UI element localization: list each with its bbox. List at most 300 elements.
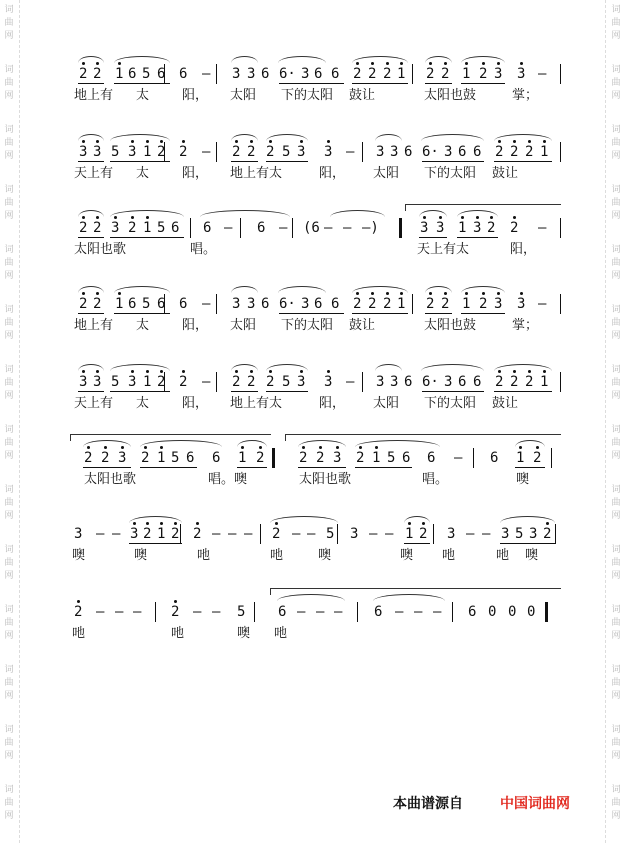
note: 3 — [111, 220, 120, 236]
lyric: 天上有 — [74, 166, 114, 181]
beam-underline — [355, 467, 412, 468]
octave-dot — [182, 140, 185, 143]
watermark-char: 网 — [4, 31, 14, 41]
note: – — [346, 374, 355, 390]
watermark-char: 词 — [611, 485, 621, 495]
beam-underline — [494, 391, 552, 392]
beam-underline — [110, 391, 170, 392]
slur-arc — [425, 56, 452, 63]
slur-arc — [461, 286, 505, 293]
note: – — [385, 526, 394, 542]
note: 2 — [510, 374, 519, 390]
note: 2 — [353, 296, 362, 312]
note: 2 — [368, 296, 377, 312]
bar-line — [164, 372, 165, 392]
lyric: 吔 — [171, 626, 185, 641]
note: 6 — [157, 66, 166, 82]
bar-line — [399, 218, 402, 238]
beam-underline — [78, 83, 104, 84]
lyric: 阳， — [182, 88, 209, 103]
bar-line — [362, 372, 363, 392]
bar-line — [560, 64, 561, 84]
slur-arc — [110, 210, 184, 217]
note: 2 — [299, 450, 308, 466]
beam-underline — [114, 313, 170, 314]
slur-arc — [404, 516, 430, 523]
note: 0 — [488, 604, 497, 620]
note: 2 — [256, 450, 265, 466]
note-row — [0, 218, 625, 240]
lyric: 鼓让 — [349, 88, 376, 103]
lyric: 掌； — [512, 318, 539, 333]
watermark-char: 词 — [611, 725, 621, 735]
note: 6 — [179, 296, 188, 312]
lyric: 阳， — [510, 242, 537, 257]
watermark-char: 词 — [611, 425, 621, 435]
bar-line — [240, 218, 241, 238]
slur-arc — [421, 134, 484, 141]
lyric: 地上有 — [74, 318, 114, 333]
note: – — [292, 526, 301, 542]
note: 3 — [118, 450, 127, 466]
lyric: 噢 — [525, 548, 539, 563]
lyric: 吔 — [442, 548, 456, 563]
watermark-char: 网 — [4, 391, 14, 401]
note: 2 — [128, 220, 137, 236]
beam-underline — [279, 313, 344, 314]
watermark-char: 词 — [4, 785, 14, 795]
note: 2 — [356, 450, 365, 466]
note: – — [212, 526, 221, 542]
note: 3 — [128, 144, 137, 160]
lyric: 噢 — [400, 548, 414, 563]
watermark-char: 曲 — [4, 558, 14, 568]
watermark-char: 曲 — [4, 798, 14, 808]
watermark-char: 网 — [4, 271, 14, 281]
note: 3 — [128, 374, 137, 390]
watermark-char: 词 — [611, 65, 621, 75]
slur-arc — [278, 286, 326, 293]
watermark-char: 词 — [611, 785, 621, 795]
octave-dot — [513, 216, 516, 219]
slur-arc — [237, 440, 267, 447]
note: – — [369, 526, 378, 542]
lyric: 下的太阳 — [281, 88, 334, 103]
bar-line — [545, 602, 548, 622]
lyric-row — [0, 164, 625, 184]
watermark-char: 曲 — [611, 678, 621, 688]
bar-line — [560, 218, 561, 238]
note: 5 — [282, 144, 291, 160]
note: 6 — [171, 220, 180, 236]
slur-arc — [110, 364, 170, 371]
note: 3 — [390, 144, 399, 160]
watermark-char: 网 — [4, 511, 14, 521]
note: 6 — [257, 220, 266, 236]
note: 6 — [331, 296, 340, 312]
note: 6 — [427, 450, 436, 466]
lyric: 阳， — [319, 396, 346, 411]
note: 2 — [510, 144, 519, 160]
note: – — [324, 220, 333, 236]
lyric: 下的太阳 — [424, 166, 477, 181]
note: 2 — [441, 296, 450, 312]
watermark-char: 曲 — [611, 798, 621, 808]
beam-underline — [237, 467, 267, 468]
note: 1 — [157, 526, 166, 542]
note: 2 — [383, 296, 392, 312]
note: – — [297, 604, 306, 620]
slur-arc — [266, 364, 308, 371]
note: 3 — [517, 66, 526, 82]
note: 6 — [473, 374, 482, 390]
lyric: 太阳 — [373, 166, 400, 181]
watermark-char: 曲 — [611, 498, 621, 508]
slur-arc — [231, 134, 258, 141]
slur-arc — [266, 134, 308, 141]
note-row — [0, 294, 625, 316]
watermark-char: 曲 — [4, 318, 14, 328]
note: 2 — [84, 450, 93, 466]
octave-dot — [327, 140, 330, 143]
slur-arc — [278, 56, 326, 63]
note: – — [228, 526, 237, 542]
bar-line — [433, 524, 434, 544]
note: – — [334, 604, 343, 620]
note: 2 — [79, 66, 88, 82]
slur-arc — [277, 594, 345, 601]
watermark-char: 曲 — [4, 258, 14, 268]
watermark-char: 网 — [4, 211, 14, 221]
beam-underline — [500, 543, 555, 544]
watermark-char: 曲 — [4, 438, 14, 448]
watermark-char: 曲 — [611, 738, 621, 748]
lyric: 太 — [136, 396, 150, 411]
slur-arc — [129, 516, 182, 523]
note: 2 — [479, 66, 488, 82]
octave-dot — [77, 600, 80, 603]
bar-line — [292, 218, 293, 238]
beam-underline — [494, 161, 552, 162]
watermark-char: 网 — [611, 91, 621, 101]
note: 6 — [374, 604, 383, 620]
lyric: 吔 — [72, 626, 86, 641]
slur-arc — [78, 210, 104, 217]
note: 2 — [383, 66, 392, 82]
bar-line — [254, 602, 255, 622]
slur-arc — [231, 56, 258, 63]
watermark-char: 网 — [611, 331, 621, 341]
note: – — [202, 144, 211, 160]
lyric: 太阳 — [230, 88, 257, 103]
watermark-char: 网 — [4, 691, 14, 701]
note: 5 — [387, 450, 396, 466]
watermark-char: 曲 — [611, 378, 621, 388]
lyric: 噢 — [318, 548, 332, 563]
watermark-char: 词 — [611, 365, 621, 375]
note: 1 — [238, 450, 247, 466]
lyric: 太阳也歌 — [299, 472, 352, 487]
slur-arc — [515, 440, 545, 447]
watermark-char: 网 — [611, 631, 621, 641]
note: 3 — [517, 296, 526, 312]
note: 2 — [232, 144, 241, 160]
watermark-char: 词 — [4, 485, 14, 495]
note: 2 — [93, 66, 102, 82]
lyric: 阳， — [182, 396, 209, 411]
note: 6 — [404, 144, 413, 160]
slur-arc — [231, 364, 258, 371]
note: 5 — [142, 296, 151, 312]
note: – — [112, 526, 121, 542]
note: 1 — [462, 296, 471, 312]
note: 3 — [333, 450, 342, 466]
note-row — [0, 602, 625, 624]
note-row — [0, 448, 625, 470]
watermark-char: 曲 — [611, 138, 621, 148]
watermark-char: 曲 — [611, 438, 621, 448]
lyric: 噢 — [516, 472, 530, 487]
note: 1 — [157, 450, 166, 466]
beam-underline — [266, 161, 308, 162]
note: 3 — [444, 144, 453, 160]
note: 2 — [232, 374, 241, 390]
volta-bracket — [70, 434, 271, 441]
note: – — [538, 220, 547, 236]
note: – — [212, 604, 221, 620]
beam-underline — [231, 161, 258, 162]
watermark-char: 词 — [4, 725, 14, 735]
note: 6 — [331, 66, 340, 82]
octave-dot — [174, 600, 177, 603]
note: 6· — [422, 144, 439, 160]
watermark-char: 曲 — [611, 558, 621, 568]
note: – — [96, 526, 105, 542]
note: 3 — [93, 374, 102, 390]
site-name-link[interactable]: 中国词曲网 — [500, 796, 570, 812]
note: 2 — [525, 144, 534, 160]
note: 3 — [447, 526, 456, 542]
note: – — [414, 604, 423, 620]
watermark-char: 词 — [4, 185, 14, 195]
beam-underline — [461, 83, 505, 84]
lyric: 阳， — [319, 166, 346, 181]
note: 2 — [179, 144, 188, 160]
lyric: 太阳也鼓 — [424, 318, 477, 333]
note: 2 — [272, 526, 281, 542]
lyric: 鼓让 — [349, 318, 376, 333]
watermark-char: 网 — [611, 151, 621, 161]
lyric-row — [0, 394, 625, 414]
note: 1 — [143, 374, 152, 390]
note: 2 — [157, 374, 166, 390]
lyric-row — [0, 316, 625, 336]
note: 2 — [93, 220, 102, 236]
note: –) — [362, 220, 379, 236]
bar-line — [216, 294, 217, 314]
watermark-char: 网 — [4, 751, 14, 761]
slur-arc — [352, 286, 408, 293]
note: 6 — [212, 450, 221, 466]
bar-line — [190, 218, 191, 238]
note-row — [0, 372, 625, 394]
note: 2 — [171, 526, 180, 542]
note: 5 — [237, 604, 246, 620]
lyric: 阳， — [182, 318, 209, 333]
note: 6 — [203, 220, 212, 236]
note: 2 — [79, 296, 88, 312]
watermark-char: 网 — [611, 751, 621, 761]
beam-underline — [515, 467, 545, 468]
watermark-char: 词 — [4, 305, 14, 315]
watermark-char: 网 — [611, 811, 621, 821]
bar-line — [180, 524, 181, 544]
score-line — [0, 142, 625, 212]
watermark-char: 网 — [611, 691, 621, 701]
note: – — [96, 604, 105, 620]
note: 3 — [324, 374, 333, 390]
lyric-row — [0, 240, 625, 260]
lyric: 太阳也歌 — [74, 242, 127, 257]
slur-arc — [200, 210, 290, 217]
score-line — [0, 602, 625, 672]
note: 5 — [171, 450, 180, 466]
note: – — [202, 66, 211, 82]
watermark-char: 网 — [611, 271, 621, 281]
note: 6 — [157, 296, 166, 312]
lyric: 下的太阳 — [424, 396, 477, 411]
bar-line — [260, 524, 261, 544]
beam-underline — [78, 161, 104, 162]
lyric: 唱。 — [422, 472, 449, 487]
note: 3 — [529, 526, 538, 542]
note: 2 — [533, 450, 542, 466]
volta-bracket — [270, 588, 561, 595]
note-row — [0, 524, 625, 546]
lyric: 太阳 — [230, 318, 257, 333]
watermark-char: 曲 — [4, 138, 14, 148]
beam-underline — [110, 237, 184, 238]
lyric: 吔 — [270, 548, 284, 563]
slur-arc — [298, 440, 346, 447]
octave-dot — [327, 370, 330, 373]
slur-arc — [355, 440, 440, 447]
bar-line — [272, 448, 275, 468]
note: 6 — [458, 374, 467, 390]
score-line — [0, 524, 625, 594]
lyric: 天上有 — [74, 396, 114, 411]
slur-arc — [110, 134, 170, 141]
watermark-char: 词 — [4, 5, 14, 15]
watermark-char: 曲 — [611, 18, 621, 28]
beam-underline — [231, 391, 258, 392]
lyric: 噢 — [72, 548, 86, 563]
watermark-char: 曲 — [611, 198, 621, 208]
beam-underline — [110, 161, 170, 162]
note: 3 — [93, 144, 102, 160]
note: 6 — [128, 296, 137, 312]
beam-underline — [422, 391, 484, 392]
slur-arc — [373, 594, 445, 601]
beam-underline — [352, 83, 408, 84]
watermark-char: 网 — [611, 31, 621, 41]
watermark-char: 网 — [4, 451, 14, 461]
score-line — [0, 218, 625, 288]
note: 2 — [141, 450, 150, 466]
note: 3 — [376, 144, 385, 160]
note: 6 — [128, 66, 137, 82]
beam-underline — [404, 543, 430, 544]
note: 2 — [247, 374, 256, 390]
note: 3 — [376, 374, 385, 390]
note: 1 — [397, 296, 406, 312]
note: 3 — [232, 296, 241, 312]
note: 2 — [157, 144, 166, 160]
slur-arc — [461, 56, 505, 63]
note: – — [346, 144, 355, 160]
slur-arc — [425, 286, 452, 293]
source-label: 本曲谱源自 — [393, 796, 463, 812]
note: 2 — [479, 296, 488, 312]
note: 6 — [278, 604, 287, 620]
bar-line — [555, 524, 556, 544]
lyric: 太 — [136, 318, 150, 333]
note: 2 — [419, 526, 428, 542]
slur-arc — [457, 210, 498, 217]
note: 2 — [143, 526, 152, 542]
lyric: 吔 — [496, 548, 510, 563]
note: 5 — [326, 526, 335, 542]
bar-line — [560, 372, 561, 392]
note: 6 — [186, 450, 195, 466]
note: 6 — [490, 450, 499, 466]
note: 1 — [397, 66, 406, 82]
note: 3 — [301, 66, 310, 82]
octave-dot — [520, 62, 523, 65]
bar-line — [412, 294, 413, 314]
watermark-char: 词 — [611, 245, 621, 255]
lyric: 太阳也鼓 — [424, 88, 477, 103]
slur-arc — [330, 210, 385, 217]
note: 3 — [501, 526, 510, 542]
note: 2 — [426, 66, 435, 82]
watermark-char: 曲 — [611, 318, 621, 328]
beam-underline — [78, 391, 104, 392]
watermark-char: 网 — [4, 331, 14, 341]
note: 3 — [301, 296, 310, 312]
watermark-char: 网 — [4, 811, 14, 821]
note: – — [224, 220, 233, 236]
note: 2 — [74, 604, 83, 620]
note: – — [454, 450, 463, 466]
note: 1 — [458, 220, 467, 236]
note: – — [316, 604, 325, 620]
bar-line — [362, 142, 363, 162]
note: 6 — [261, 296, 270, 312]
slur-arc — [114, 56, 170, 63]
note: 6 — [314, 296, 323, 312]
beam-underline — [78, 237, 104, 238]
note: 3 — [444, 374, 453, 390]
lyric: 地上有太 — [230, 396, 283, 411]
note: 5 — [111, 374, 120, 390]
slur-arc — [83, 440, 131, 447]
note: 6 — [402, 450, 411, 466]
watermark-char: 网 — [611, 511, 621, 521]
note: – — [244, 526, 253, 542]
note: 2 — [426, 296, 435, 312]
note: 3 — [297, 374, 306, 390]
